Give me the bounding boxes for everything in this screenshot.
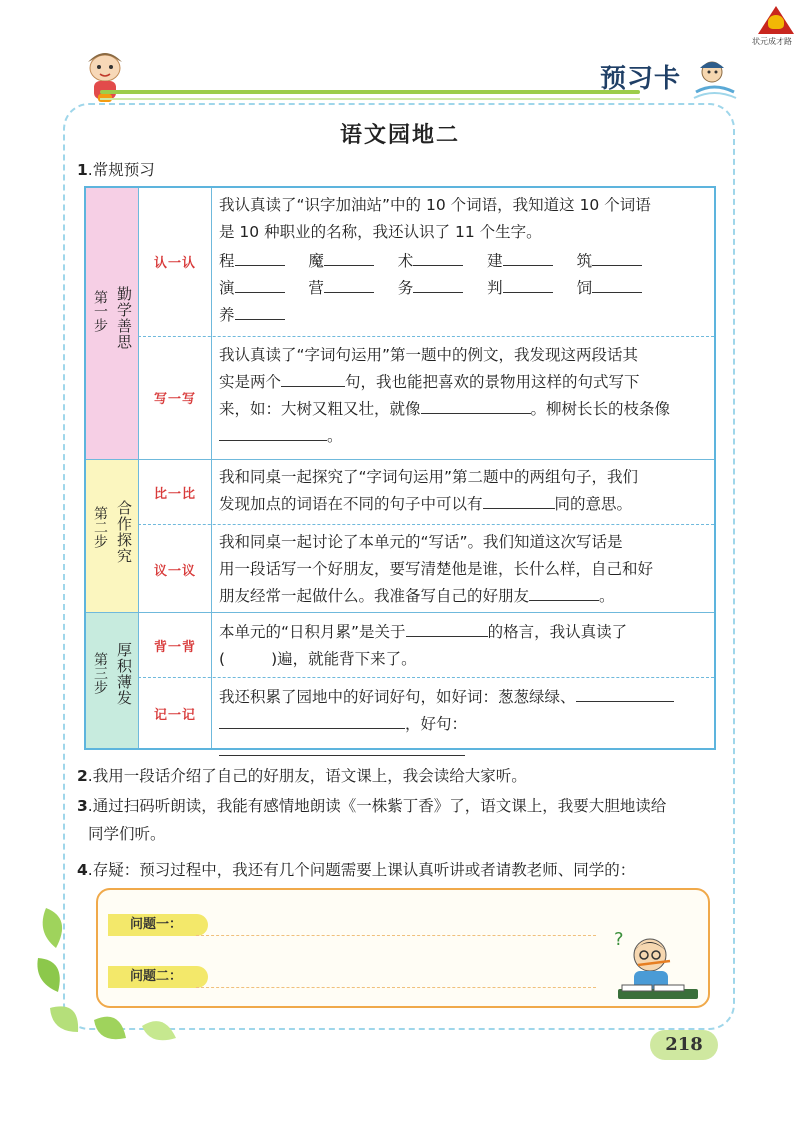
- step-2-motto: 合作探究: [115, 500, 133, 564]
- char-item: 饲: [577, 279, 643, 297]
- row-divider: [138, 336, 714, 337]
- step-2-label: 第二步: [92, 506, 108, 548]
- row-3-text: 我和同桌一起探究了“字词句运用”第二题中的两组句子，我们 发现加点的词语在不同的句子中可以有 同的意思。: [219, 468, 639, 513]
- publisher-name: 状元成才路: [752, 37, 792, 46]
- question-2-label: 问题二：: [108, 966, 208, 988]
- step-3-label: 第三步: [92, 652, 108, 694]
- section-1-title: 常规预习: [92, 161, 155, 179]
- step-1-motto: 勤学善思: [115, 286, 133, 350]
- char-item: 营: [308, 279, 374, 297]
- blank[interactable]: [219, 424, 327, 441]
- activity-label: 背一背: [153, 640, 196, 655]
- row-1-text: 我认真读了“识字加油站”中的 10 个词语，我知道这 10 个词语 是 10 种职业的名称，我还认识了 11 个生字。: [219, 196, 651, 241]
- activity-label: 比一比: [153, 487, 196, 502]
- thinking-student-icon: [608, 925, 704, 1005]
- char-item: 术: [398, 252, 464, 270]
- row-4-text: 我和同桌一起讨论了本单元的“写话”。我们知道这次写话是 用一段话写一个好朋友，要写清楚他是谁，长什么样，自己和好 朋友经常一起做什么。我准备写自己的好朋友 。: [219, 533, 654, 605]
- char-item: 建: [487, 252, 553, 270]
- blank[interactable]: [483, 492, 555, 509]
- blank[interactable]: [421, 397, 531, 414]
- char-item: 养: [219, 306, 285, 324]
- char-item: 筑: [577, 252, 643, 270]
- char-item: 判: [487, 279, 553, 297]
- row-2-text: 我认真读了“字词句运用”第一题中的例文，我发现这两段话其 实是两个 句，我也能把喜欢的景物用这样的句式写下 来，如：大树又粗又壮，就像 。柳树长长的枝条像 。: [219, 346, 671, 445]
- publisher-logo-icon: [758, 6, 794, 34]
- char-item: 魔: [308, 252, 374, 270]
- char-item: 务: [398, 279, 464, 297]
- svg-text:?: ?: [614, 929, 624, 950]
- header-bar-thin: [100, 98, 640, 100]
- step-1-label: 第一步: [92, 290, 108, 332]
- step-divider: [86, 459, 714, 460]
- activity-label: 记一记: [153, 708, 196, 723]
- blank[interactable]: [406, 620, 488, 637]
- question-2-line: [196, 987, 596, 988]
- char-item: 演: [219, 279, 285, 297]
- mascot-icon: [80, 48, 130, 104]
- blank[interactable]: [219, 712, 405, 729]
- page-title: 语文园地二: [339, 123, 460, 148]
- item-3: 3.通过扫码听朗读，我能有感情地朗读《一株紫丁香》了，语文课上，我要大胆地读给 同学们听。: [77, 797, 667, 843]
- question-1-line: [196, 935, 596, 936]
- page-number: 218: [650, 1030, 718, 1060]
- activity-label: 认一认: [153, 256, 196, 271]
- blank[interactable]: [281, 370, 345, 387]
- step-divider: [86, 612, 714, 613]
- row-divider: [138, 677, 714, 678]
- row-6-text: 我还积累了园地中的好词好句，如好词：葱葱绿绿、 ，好句：: [219, 684, 711, 765]
- item-4: 4.存疑：预习过程中，我还有几个问题需要上课认真听讲或者请教老师、同学的：: [77, 861, 636, 879]
- card-label: 预习卡: [600, 64, 682, 94]
- sailor-decoration-icon: [690, 52, 738, 100]
- item-2: 2.我用一段话介绍了自己的好朋友，语文课上，我会读给大家听。: [77, 767, 527, 785]
- char-grid: [219, 248, 711, 329]
- blank[interactable]: [576, 685, 674, 702]
- activity-label: 议一议: [153, 564, 196, 579]
- step-3-motto: 厚积薄发: [115, 642, 133, 706]
- divider: [211, 188, 212, 748]
- blank[interactable]: [529, 584, 599, 601]
- question-1-label: 问题一：: [108, 914, 208, 936]
- section-1-heading: 1.常规预习: [77, 161, 155, 179]
- section-1-number: 1: [77, 161, 88, 179]
- activity-label: 写一写: [153, 392, 196, 407]
- row-5-text: 本单元的“日积月累”是关于 的格言，我认真读了 ( )遍，就能背下来了。: [219, 619, 711, 673]
- row-divider: [138, 524, 714, 525]
- header-bar: [100, 90, 640, 94]
- char-item: 程: [219, 252, 285, 270]
- blank[interactable]: [219, 739, 465, 756]
- divider: [138, 188, 139, 748]
